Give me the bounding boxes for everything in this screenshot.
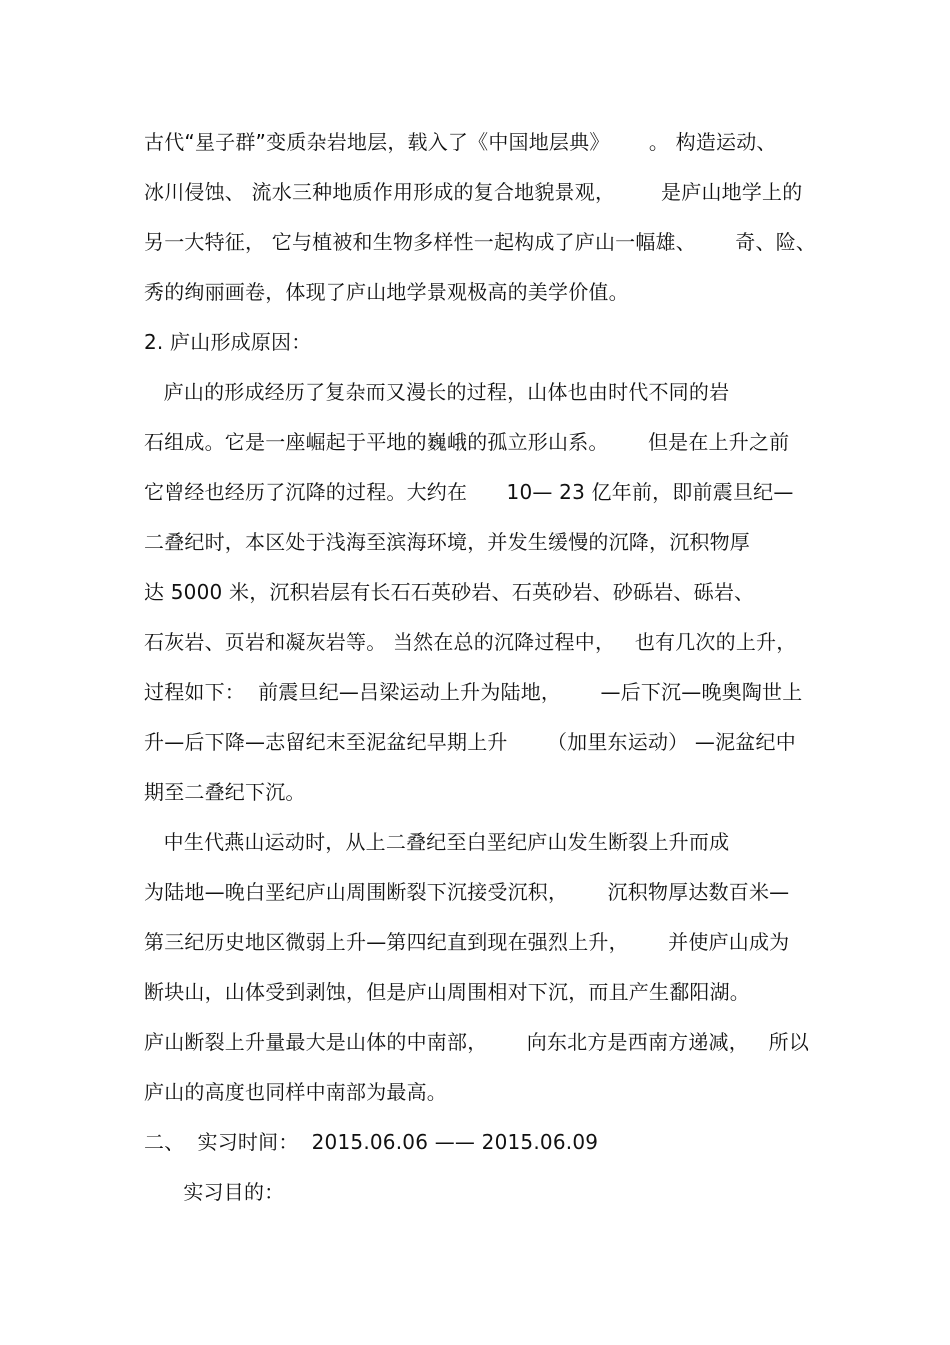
text-line: 石组成。它是一座崛起于平地的巍峨的孤立形山系。 但是在上升之前 (144, 430, 790, 454)
text-line: 为陆地—晚白垩纪庐山周围断裂下沉接受沉积， 沉积物厚达数百米— (144, 880, 790, 904)
text-line: 另一大特征， 它与植被和生物多样性一起构成了庐山一幅雄、 奇、险、 (144, 230, 817, 254)
text-line: 二叠纪时，本区处于浅海至滨海环境，并发生缓慢的沉降，沉积物厚 (144, 530, 750, 554)
text-line: 期至二叠纪下沉。 (144, 780, 306, 804)
text-line: 石灰岩、页岩和凝灰岩等。 当然在总的沉降过程中， 也有几次的上升， (144, 630, 797, 654)
text-line: 第三纪历史地区微弱上升—第四纪直到现在强烈上升， 并使庐山成为 (144, 930, 790, 954)
text-line: 古代“星子群”变质杂岩地层，载入了《中国地层典》 。 构造运动、 (144, 130, 777, 154)
text-line: 达 5000 米，沉积岩层有长石石英砂岩、石英砂岩、砂砾岩、砾岩、 (144, 580, 755, 604)
section-heading: 二、 实习时间： 2015.06.06 —— 2015.06.09 (144, 1130, 599, 1154)
text-line: 秀的绚丽画卷，体现了庐山地学景观极高的美学价值。 (144, 280, 629, 304)
subsection-heading: 实习目的： (144, 1180, 285, 1204)
section-heading: 2. 庐山形成原因： (144, 330, 312, 354)
text-line: 庐山的高度也同样中南部为最高。 (144, 1080, 447, 1104)
text-line: 断块山，山体受到剥蚀，但是庐山周围相对下沉，而且产生鄱阳湖。 (144, 980, 750, 1004)
text-line: 冰川侵蚀、 流水三种地质作用形成的复合地貌景观， 是庐山地学上的 (144, 180, 803, 204)
text-line: 过程如下： 前震旦纪—吕梁运动上升为陆地， —后下沉—晚奥陶世上 (144, 680, 803, 704)
text-line: 庐山断裂上升量最大是山体的中南部， 向东北方是西南方递减， 所以 (144, 1030, 810, 1054)
text-line: 庐山的形成经历了复杂而又漫长的过程，山体也由时代不同的岩 (144, 380, 730, 404)
text-line: 升—后下降—志留纪末至泥盆纪早期上升 （加里东运动） —泥盆纪中 (144, 730, 796, 754)
text-line: 它曾经也经历了沉降的过程。大约在 10— 23 亿年前，即前震旦纪— (144, 480, 794, 504)
text-line: 中生代燕山运动时，从上二叠纪至白垩纪庐山发生断裂上升而成 (144, 830, 730, 854)
